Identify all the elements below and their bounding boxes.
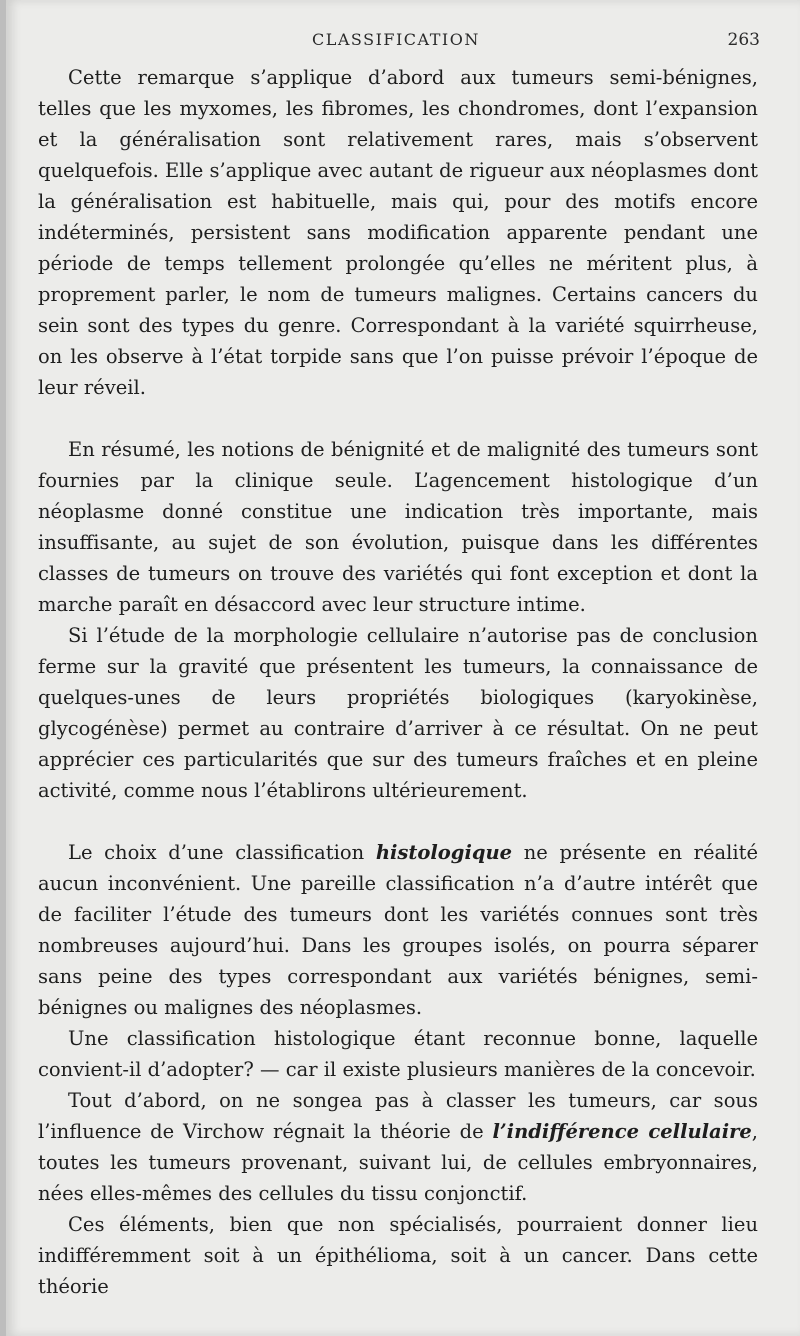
paragraph-text: Si l’étude de la morphologie cellulaire n’autorise pas de conclusion ferme sur la gravité que présentent les tumeurs, la connaissance de quelques-unes de leurs propriétés biologiques (karyokinèse, glycogénèse) permet au contraire d’arriver à ce résultat. On ne peut apprécier ces particularités que sur des tumeurs fraîches et en pleine activité, comme nous l’établirons ultérieurement.: [38, 624, 758, 802]
paragraph-classification-adopter: [38, 1023, 758, 1085]
paragraph-text: , toutes les tumeurs provenant, suivant lui, de cellules embryonnaires, nées elles-mêmes des cellules du tissu conjonctif.: [38, 1120, 758, 1205]
paragraph-choix-classification: [38, 837, 758, 1023]
emphasis-histologique: histologique: [375, 841, 513, 864]
running-head: [6, 30, 800, 60]
paragraph-morphologie-cellulaire: [38, 620, 758, 806]
page-number: 263: [727, 30, 760, 50]
paragraph-tumeurs-semi-benignes: [38, 62, 758, 403]
paragraph-text: Ces éléments, bien que non spécialisés, pourraient donner lieu indifféremment soit à un épithélioma, soit à un cancer. Dans cette théorie: [38, 1213, 758, 1298]
paragraph-text: Cette remarque s’applique d’abord aux tumeurs semi-bénignes, telles que les myxomes, les fibromes, les chondromes, dont l’expansion et la généralisation sont relativement rares, mais s’observent quelquefois. Elle s’applique avec autant de rigueur aux néoplasmes dont la généralisation est habituelle, mais qui, pour des motifs encore indéterminés, persistent sans modification apparente pendant une période de temps tellement prolongée qu’elles ne méritent plus, à proprement parler, le nom de tumeurs malignes. Certains cancers du sein sont des types du genre. Correspondant à la variété squirrheuse, on les observe à l’état torpide sans que l’on puisse prévoir l’époque de leur réveil.: [38, 66, 758, 399]
paragraph-text: Tout d’abord, on ne songea pas à classer les tumeurs, car sous l’influence de Virchow régnait la théorie de: [38, 1089, 758, 1143]
running-title: CLASSIFICATION: [312, 30, 480, 49]
paragraph-text: En résumé, les notions de bénignité et de malignité des tumeurs sont fournies par la clinique seule. L’agencement histologique d’un néoplasme donné constitue une indication très importante, mais insuffisante, au sujet de son évolution, puisque dans les différentes classes de tumeurs on trouve des variétés qui font exception et dont la marche paraît en désaccord avec leur structure intime.: [38, 438, 758, 616]
book-page: [6, 0, 800, 1336]
paragraph-ces-elements: [38, 1209, 758, 1302]
emphasis-indifference-cellulaire: l’indifférence cellulaire: [492, 1120, 752, 1143]
paragraph-en-resume: [38, 434, 758, 620]
paragraph-text: Le choix d’une classification: [68, 841, 376, 864]
paragraph-text: ne présente en réalité aucun inconvénient. Une pareille classification n’a d’autre intérêt que de faciliter l’étude des tumeurs dont les variétés connues sont très nombreuses aujourd’hui. Dans les groupes isolés, on pourra séparer sans peine des types correspondant aux variétés bénignes, semi-bénignes ou malignes des néoplasmes.: [38, 841, 758, 1019]
paragraph-virchow: [38, 1085, 758, 1209]
paragraph-text: Une classification histologique étant reconnue bonne, laquelle convient-il d’adopter? — car il existe plusieurs manières de la concevoir.: [38, 1027, 758, 1081]
body-text: [38, 62, 758, 1302]
